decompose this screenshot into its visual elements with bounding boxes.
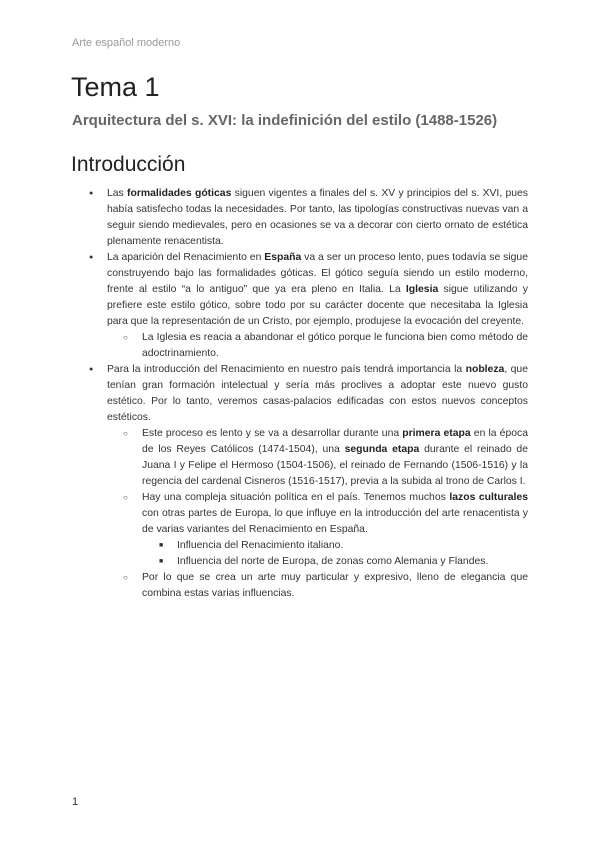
list-item: ● La aparición del Renacimiento en España va a ser un proceso lento, pues todavía se sigue construyendo bajo las formalidades góticas. El gótico seguía siendo un estilo moderno, frente al estilo “a lo antiguo” que ya era pleno en Italia. La Iglesia sigue utilizando y prefiere este estilo gótico, sobre todo por su carácter docente que necesitaba la Iglesia para que la representación de un Cristo, por ejemplo, produjese la evocación del creyente. ○ La Iglesia es reacia a abandonar el gótico porque le funciona bien como método de adoctrinamiento. xyxy=(72,250,528,362)
list-item: ● Las formalidades góticas siguen vigentes a finales del s. XV y principios del s. XVI, pues había satisfecho todas la necesidades. Por tanto, las tipologías constructivas nuevas van a seguir siendo medievales, pero en ocasiones se va a decorar con cierto ornato de estética plenamente renacentista. xyxy=(72,186,528,250)
sub-list xyxy=(107,330,528,362)
sub-sub-list-item: ■ Influencia del Renacimiento italiano. xyxy=(142,538,528,554)
running-header: Arte español moderno xyxy=(72,37,181,49)
page-title: Tema 1 xyxy=(71,72,160,102)
section-heading: Introducción xyxy=(71,153,186,176)
sub-sub-list xyxy=(142,538,528,570)
sub-list-item: ○ Por lo que se crea un arte muy particular y expresivo, lleno de elegancia que combina estas varias influencias. xyxy=(107,570,528,602)
bullet-list xyxy=(72,186,528,602)
sub-list-item: ○ Este proceso es lento y se va a desarrollar durante una primera etapa en la época de los Reyes Católicos (1474-1504), una segunda etapa durante el reinado de Juana I y Felipe el Hermoso (1504-1506), el reinado de Fernando (1506-1516) y la regencia del cardenal Cisneros (1516-1517), previa a la subida al trono de Carlos I. xyxy=(107,426,528,490)
page-number: 1 xyxy=(72,796,79,808)
sub-list-item: ○ Hay una compleja situación política en el país. Tenemos muchos lazos culturales con otras partes de Europa, lo que influye en la introducción del arte renacentista y de varias variantes del Renacimiento en España. ■ Influencia del Renacimiento italiano. ■ Influencia del norte de Europa, de zonas como Alemania y Flandes. xyxy=(107,490,528,570)
section-body xyxy=(72,186,528,602)
page-subtitle: Arquitectura del s. XVI: la indefinición del estilo (1488-1526) xyxy=(72,112,498,129)
sub-sub-list-item: ■ Influencia del norte de Europa, de zonas como Alemania y Flandes. xyxy=(142,554,528,570)
sub-list-item: ○ La Iglesia es reacia a abandonar el gótico porque le funciona bien como método de adoctrinamiento. xyxy=(107,330,528,362)
sub-list xyxy=(107,426,528,602)
list-item: ● Para la introducción del Renacimiento en nuestro país tendrá importancia la nobleza, que tenían gran formación intelectual y sería más proclives a adoptar este nuevo gusto estético. Por lo tanto, veremos casas-palacios edificadas con estos nuevos conceptos estéticos. ○ Este proceso es lento y se va a desarrollar durante una primera etapa en la época de los Reyes Católicos (1474-1504), una segunda etapa durante el reinado de Juana I y Felipe el Hermoso (1504-1506), el reinado de Fernando (1506-1516) y la regencia del cardenal Cisneros (1516-1517), previa a la subida al trono de Carlos I. ○ Hay una compleja situación política en el país. Tenemos muchos lazos culturales con otras partes de Europa, lo que influye en la introducción del arte renacentista y de varias variantes del Renacimiento en España. ■ Influencia del Renacimiento italiano. ■ Influencia del norte de Europa, de zonas como Alemania y Flandes. ○ Por lo que se crea un arte muy particular y expresivo, lleno de elegancia que combina estas varias influencias. xyxy=(72,362,528,602)
